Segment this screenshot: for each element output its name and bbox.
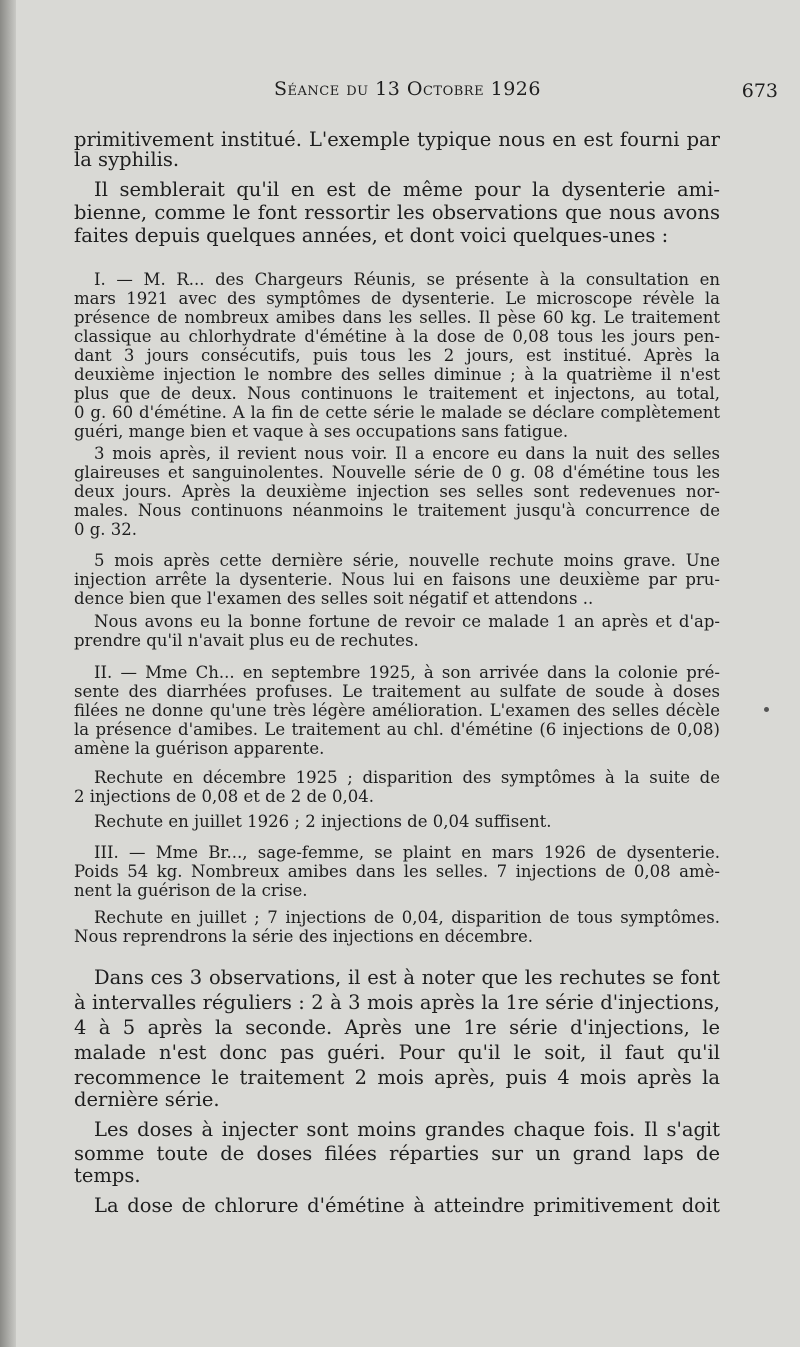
text-line: Les doses à injecter sont moins grandes chaque fois. Il s'agit (94, 1118, 720, 1141)
text-line: prendre qu'il n'avait plus eu de rechutes. (74, 631, 419, 650)
ink-speck (764, 707, 769, 712)
text-line: filées ne donne qu'une très légère amélioration. L'examen des selles décèle (74, 701, 720, 720)
text-line: III. — Mme Br..., sage-femme, se plaint en mars 1926 de dysenterie. (94, 843, 720, 862)
text-line: deux jours. Après la deuxième injection ses selles sont redevenues nor- (74, 482, 720, 501)
text-line: faites depuis quelques années, et dont voici quelques-unes : (74, 224, 669, 247)
text-line: Rechute en juillet ; 7 injections de 0,04, disparition de tous symptômes. (94, 908, 720, 927)
text-line: à intervalles réguliers : 2 à 3 mois après la 1re série d'injections, (74, 991, 720, 1014)
text-line: 5 mois après cette dernière série, nouvelle rechute moins grave. Une (94, 551, 720, 570)
text-line: II. — Mme Ch... en septembre 1925, à son arrivée dans la colonie pré- (94, 663, 720, 682)
text-line: nent la guérison de la crise. (74, 881, 308, 900)
text-line: glaireuses et sanguinolentes. Nouvelle série de 0 g. 08 d'émétine tous les (74, 463, 720, 482)
text-line: la présence d'amibes. Le traitement au chl. d'émétine (6 injections de 0,08) (74, 720, 720, 739)
text-line: guéri, mange bien et vaque à ses occupations sans fatigue. (74, 422, 569, 441)
text-line: temps. (74, 1164, 141, 1187)
text-line: dant 3 jours consécutifs, puis tous les 2 jours, est institué. Après la (74, 346, 720, 365)
text-line: recommence le traitement 2 mois après, puis 4 mois après la (74, 1066, 720, 1089)
text-line: dernière série. (74, 1088, 220, 1111)
text-line: injection arrête la dysenterie. Nous lui en faisons une deuxième par pru- (74, 570, 720, 589)
text-line: Rechute en juillet 1926 ; 2 injections de 0,04 suffisent. (94, 812, 552, 831)
text-line: amène la guérison apparente. (74, 739, 325, 758)
text-line: dence bien que l'examen des selles soit négatif et attendons .. (74, 589, 594, 608)
text-line: plus que de deux. Nous continuons le traitement et injectons, au total, (74, 384, 720, 403)
running-title: Séance du 13 Octobre 1926 (274, 78, 541, 100)
text-line: Dans ces 3 observations, il est à noter que les rechutes se font (94, 966, 720, 989)
text-line: I. — M. R... des Chargeurs Réunis, se présente à la consultation en (94, 270, 720, 289)
page-number: 673 (741, 80, 778, 102)
text-line: bienne, comme le font ressortir les observations que nous avons (74, 201, 720, 224)
text-line: malade n'est donc pas guéri. Pour qu'il le soit, il faut qu'il (74, 1041, 720, 1064)
text-line: présence de nombreux amibes dans les selles. Il pèse 60 kg. Le traitement (74, 308, 720, 327)
text-line: Poids 54 kg. Nombreux amibes dans les selles. 7 injections de 0,08 amè- (74, 862, 720, 881)
text-line: somme toute de doses filées réparties sur un grand laps de (74, 1142, 720, 1165)
text-line: Nous avons eu la bonne fortune de revoir ce malade 1 an après et d'ap- (94, 612, 720, 631)
text-line: 4 à 5 après la seconde. Après une 1re série d'injections, le (74, 1016, 720, 1039)
text-line: primitivement institué. L'exemple typique nous en est fourni par (74, 128, 720, 151)
page-body (16, 0, 800, 1347)
text-line: La dose de chlorure d'émétine à atteindre primitivement doit (94, 1194, 720, 1217)
text-line: males. Nous continuons néanmoins le traitement jusqu'à concurrence de (74, 501, 720, 520)
page-gutter (0, 0, 16, 1347)
text-line: mars 1921 avec des symptômes de dysenterie. Le microscope révèle la (74, 289, 720, 308)
text-line: 3 mois après, il revient nous voir. Il a encore eu dans la nuit des selles (94, 444, 720, 463)
text-line: 0 g. 60 d'émétine. A la fin de cette série le malade se déclare complètement (74, 403, 720, 422)
text-line: Nous reprendrons la série des injections en décembre. (74, 927, 534, 946)
text-line: la syphilis. (74, 148, 180, 171)
text-line: 2 injections de 0,08 et de 2 de 0,04. (74, 787, 375, 806)
text-line: classique au chlorhydrate d'émétine à la dose de 0,08 tous les jours pen- (74, 327, 720, 346)
text-line: deuxième injection le nombre des selles diminue ; à la quatrième il n'est (74, 365, 720, 384)
text-line: Il semblerait qu'il en est de même pour la dysenterie ami- (94, 178, 720, 201)
book-page (16, 0, 800, 1347)
text-line: sente des diarrhées profuses. Le traitement au sulfate de soude à doses (74, 682, 720, 701)
text-line: Rechute en décembre 1925 ; disparition des symptômes à la suite de (94, 768, 720, 787)
text-line: 0 g. 32. (74, 520, 138, 539)
